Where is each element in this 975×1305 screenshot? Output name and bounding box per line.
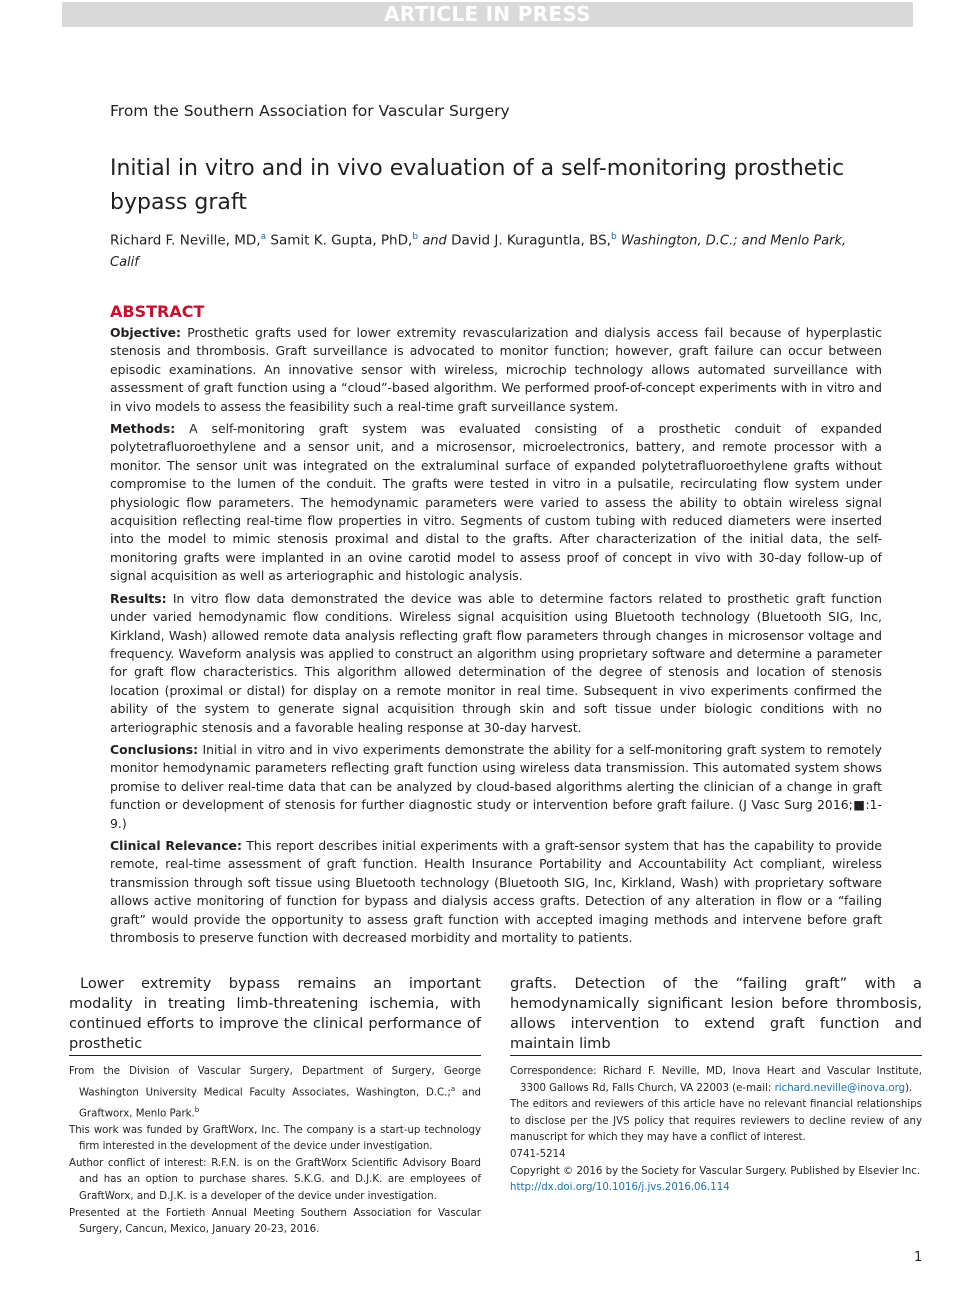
article-in-press-banner: ARTICLE IN PRESS <box>62 2 913 27</box>
author-name: David J. Kuraguntla, BS, <box>451 232 611 249</box>
relevance-label: Clinical Relevance: <box>110 837 242 853</box>
conclusions-text: Initial in vitro and in vivo experiments demonstrate the ability for a self-monitoring graft system to remotely monitor hemodynamic parameters reflecting graft function using wireless data transmission. This automated system shows promise to deliver real-time data that can be analyzed by cloud-based algorithms alerting the clinician of a change in graft function or development of stenosis for further diagnostic study or intervention before graft failure. (J Vasc Surg 2016;■:1-9.) <box>110 741 882 831</box>
footnotes-left <box>69 1064 481 1239</box>
abstract-results <box>110 590 882 737</box>
methods-text: A self-monitoring graft system was evaluated consisting of a prosthetic conduit of expanded polytetrafluoroethylene and a sensor unit, and a microsensor, microelectronics, battery, and remote processor with a monitor. The sensor unit was integrated on the extraluminal surface of expanded polytetrafluoroethylene grafts without compromise to the lumen of the conduit. The grafts were tested in vitro in a pulsatile, recirculating flow system under physiologic flow parameters. The hemodynamic parameters were varied to assess the ability to obtain wireless signal acquisition reflecting real-time flow properties in vitro. Segments of custom tubing with reduced diameters were inserted into the model to mimic stenosis proximal and distal to the grafts. After characterization of the initial data, the self-monitoring grafts were implanted in an ovine carotid model to assess proof of concept in vivo with 30-day follow-up of signal acquisition as well as arteriographic and histologic analysis. <box>110 421 882 584</box>
conclusions-label: Conclusions: <box>110 741 199 757</box>
abstract-objective <box>110 324 882 416</box>
email-link[interactable]: richard.neville@inova.org <box>774 1082 906 1094</box>
copyright: Copyright © 2016 by the Society for Vascular Surgery. Published by Elsevier Inc. <box>510 1165 921 1177</box>
affiliation-marker[interactable]: a <box>260 232 267 242</box>
footnote-divider-right <box>510 1055 922 1056</box>
methods-label: Methods: <box>110 421 176 437</box>
page-number: 1 <box>914 1250 923 1265</box>
correspondence-text: Correspondence: Richard F. Neville, MD, Inova Heart and Vascular Institute, 3300 Gallows Rd, Falls Church, VA 22003 (e-mail: <box>510 1066 922 1094</box>
author-locations: Washington, D.C.; and Menlo Park, Calif <box>110 233 847 270</box>
objective-text: Prosthetic grafts used for lower extremity revascularization and dialysis access fail because of hyperplastic stenosis and thrombosis. Graft surveillance is advocated to monitor function; however, graft failure can occur between episodic examinations. An innovative sensor with wireless, microchip technology allows automated surveillance with assessment of graft function using a “cloud”-based algorithm. We performed proof-of-concept experiments with in vitro and in vivo models to assess the feasibility such a real-time graft surveillance system. <box>110 325 882 414</box>
correspondence-footnote <box>510 1064 922 1097</box>
body-column-right: grafts. Detection of the “failing graft” with a hemodynamically significant lesion before thrombosis, allows intervention to extend graft function and maintain limb <box>510 975 922 1052</box>
author-name: Richard F. Neville, MD, <box>110 232 261 249</box>
objective-label: Objective: <box>110 325 182 340</box>
funding-footnote: This work was funded by GraftWorx, Inc. The company is a start-up technology firm interested in the development of the device under investigation. <box>69 1124 481 1153</box>
results-label: Results: <box>110 590 167 606</box>
section-label: From the Southern Association for Vascular Surgery <box>110 102 510 120</box>
abstract-clinical-relevance <box>110 837 882 947</box>
footnotes-right <box>510 1064 922 1197</box>
affiliation-text-2: and Graftworx, Menlo Park. <box>79 1086 481 1119</box>
disclosure-footnote: The editors and reviewers of this article have no relevant financial relationships to disclose per the JVS policy that requires reviewers to decline review of any manuscript for which they may have a conflict of interest. <box>510 1099 922 1144</box>
abstract <box>110 302 882 951</box>
author-name: Samit K. Gupta, PhD, <box>270 232 413 249</box>
doi-link[interactable]: http://dx.doi.org/10.1016/j.jvs.2016.06.114 <box>510 1182 730 1194</box>
affiliation-marker[interactable]: b <box>412 232 419 242</box>
affiliation-marker[interactable]: b <box>610 232 617 242</box>
presentation-footnote: Presented at the Fortieth Annual Meeting Southern Association for Vascular Surgery, Cancun, Mexico, January 20-23, 2016. <box>69 1207 481 1236</box>
article-title: Initial in vitro and in vivo evaluation of a self-monitoring prosthetic bypass graft <box>110 156 845 215</box>
conflict-footnote: Author conflict of interest: R.F.N. is on the GraftWorx Scientific Advisory Board and has an option to purchase shares. S.K.G. and D.J.K. are employees of GraftWorx, and D.J.K. is a developer of the device under investigation. <box>69 1157 481 1202</box>
affiliation-text: From the Division of Vascular Surgery, Department of Surgery, George Washington University Medical Faculty Associates, Washington, D.C.; <box>69 1066 481 1098</box>
abstract-conclusions <box>110 741 882 833</box>
results-text: In vitro flow data demonstrated the device was able to determine factors related to prosthetic graft function under varied hemodynamic flow conditions. Wireless signal acquisition using Bluetooth technology (Bluetooth SIG, Inc, Kirkland, Wash) allowed remote data analysis reflecting graft flow parameters through changes in microsensor voltage and frequency. Waveform analysis was applied to construct an algorithm using proprietary software and determine a parameter for graft flow characteristics. This algorithm allowed determination of the degree of stenosis and location of stenosis location (proximal or distal) for display on a remote monitor in real time. Subsequent in vivo experiments confirmed the ability of the system to generate signal acquisition through skin and soft tissue under biologic conditions with no arteriographic stenosis and a favorable healing response at 30-day harvest. <box>110 590 882 735</box>
author-conjunction: and <box>422 233 447 249</box>
correspondence-end: ). <box>905 1082 913 1094</box>
body-column-left: Lower extremity bypass remains an important modality in treating limb-threatening ischemia, with continued efforts to improve the clinical performance of prosthetic <box>69 975 481 1052</box>
author-list <box>110 227 870 273</box>
relevance-text: This report describes initial experiments with a graft-sensor system that has the capability to provide remote, real-time assessment of graft function. Health Insurance Portability and Accountability Act compliant, wireless transmission through soft tissue using Bluetooth technology (Bluetooth SIG, Inc, Kirkland, Wash) with proprietary software allows active monitoring of function for bypass and dialysis access grafts. Detection of any alteration in flow or a “failing graft” would provide the opportunity to assess graft function with accepted imaging methods and intervene before graft thrombosis to preserve function with decreased morbidity and mortality to patients. <box>110 837 882 945</box>
footnote-divider-left <box>69 1055 481 1056</box>
issn: 0741-5214 <box>510 1148 566 1160</box>
affiliation-marker[interactable]: a <box>450 1084 456 1093</box>
affiliation-footnote <box>69 1064 481 1123</box>
abstract-methods <box>110 420 882 586</box>
abstract-heading: ABSTRACT <box>110 302 205 321</box>
affiliation-marker[interactable]: b <box>194 1105 200 1114</box>
